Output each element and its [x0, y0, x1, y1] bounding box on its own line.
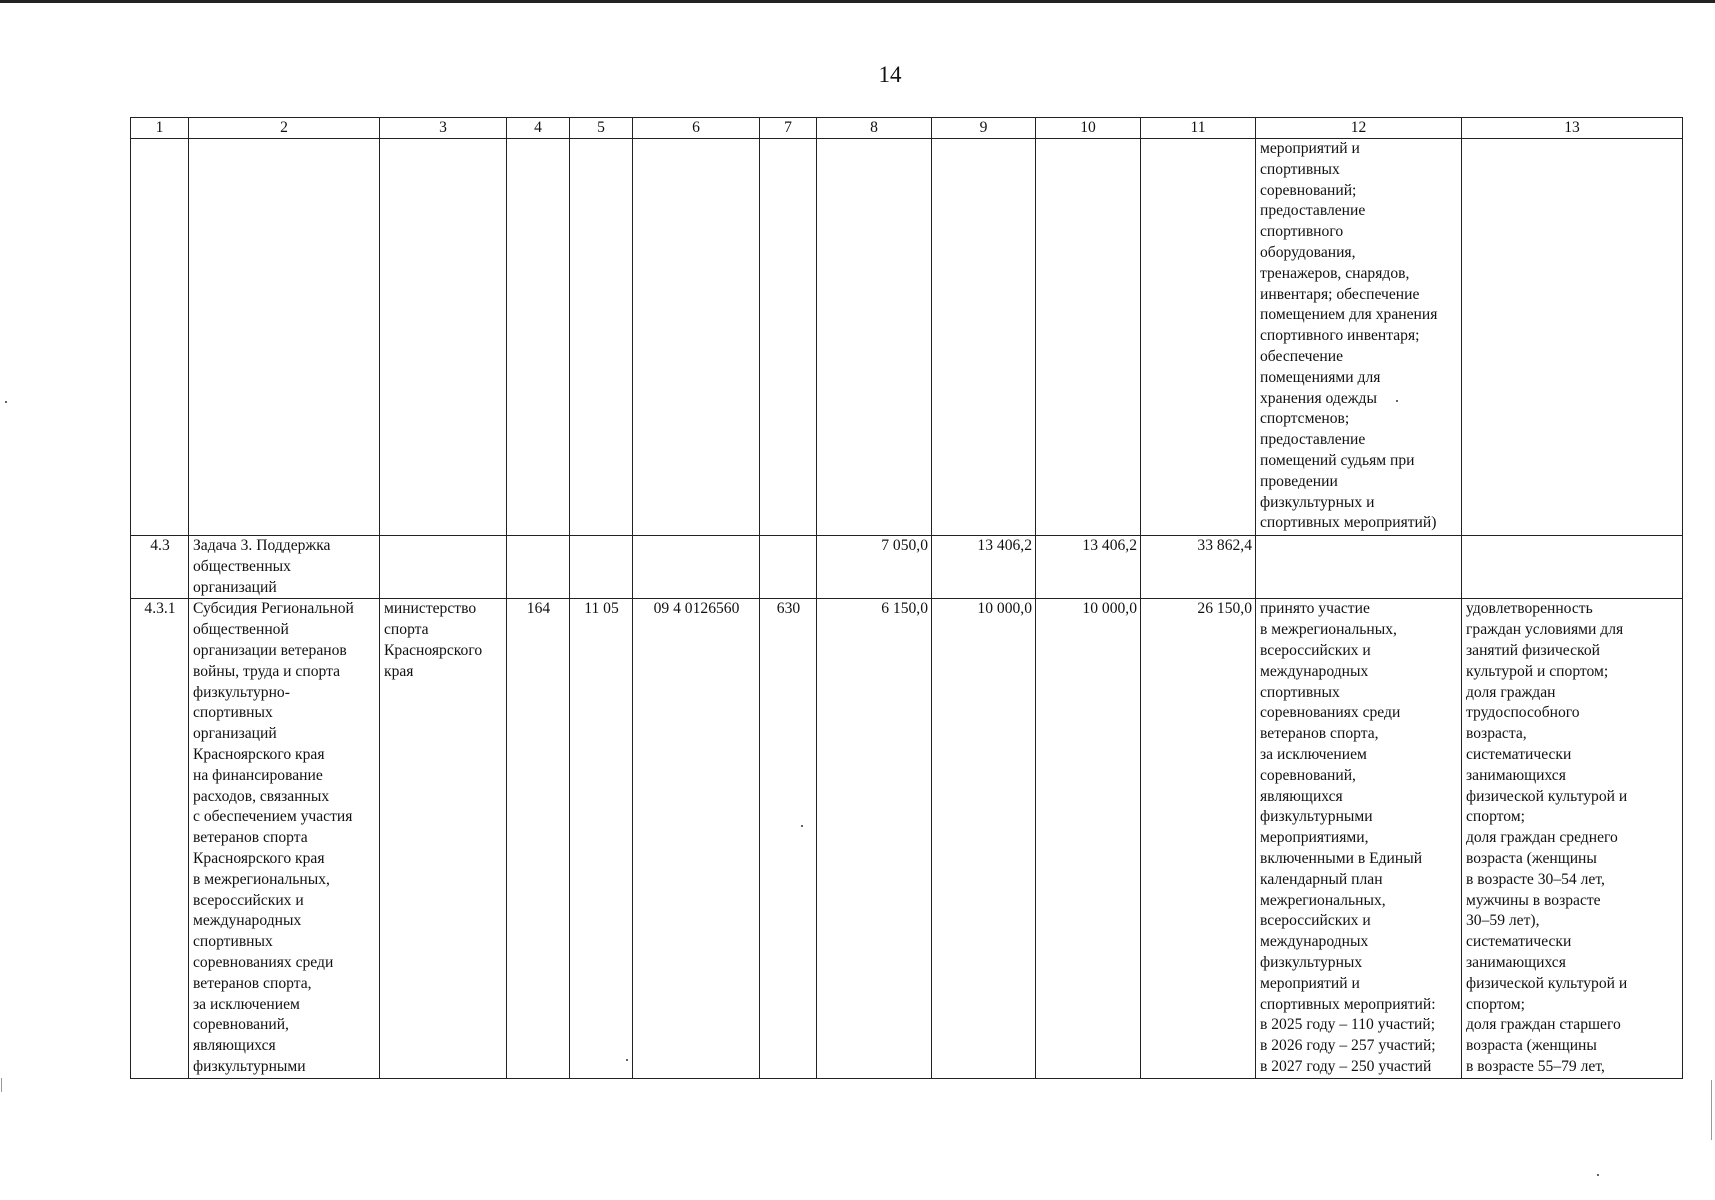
scan-speck: [1597, 1174, 1599, 1176]
cell-code-section: 11 05: [570, 599, 633, 1078]
cell-amount-year1: 7 050,0: [817, 536, 932, 599]
column-number: 3: [380, 118, 507, 139]
cell-code-grbs: [507, 536, 570, 599]
cell-item-name: Задача 3. Поддержка общественных организаций: [189, 536, 380, 599]
column-number: 7: [760, 118, 817, 139]
column-number: 10: [1036, 118, 1141, 139]
column-number: 12: [1256, 118, 1462, 139]
cell-code-target: 09 4 0126560: [633, 599, 760, 1078]
column-number: 1: [131, 118, 189, 139]
cell-expected-result: принято участие в межрегиональных, всероссийских и международных спортивных соревнованиях среди ветеранов спорта, за исключением соревнований, являющихся физкультурными мероприятиями, включенными в Единый календарный план межрегиональных, всероссийских и международных физкультурных мероприятий и спортивных мероприятий: в 2025 году – 110 участий; в 2026 году – 257 участий; в 2027 году – 250 участий: [1256, 599, 1462, 1078]
cell-item-number: 4.3.1: [131, 599, 189, 1078]
column-number: 6: [633, 118, 760, 139]
cell-code-expense-type: [760, 139, 817, 536]
cell-code-target: [633, 536, 760, 599]
cell-item-number: [131, 139, 189, 536]
cell-amount-year3: 13 406,2: [1036, 536, 1141, 599]
cell-code-expense-type: 630: [760, 599, 817, 1078]
scan-margin-mark: [1, 1078, 2, 1092]
page-number: 14: [878, 62, 902, 87]
page-top-border: [0, 0, 1715, 3]
cell-responsible: [380, 139, 507, 536]
table-row-task-4-3: [131, 536, 1683, 599]
cell-amount-year2: 10 000,0: [932, 599, 1036, 1078]
column-number: 5: [570, 118, 633, 139]
cell-indicators: удовлетворенность граждан условиями для занятий физической культурой и спортом; доля граждан трудоспособного возраста, систематически занимающихся физической культурой и спортом; доля граждан среднего возраста (женщины в возрасте 30–54 лет, мужчины в возрасте 30–59 лет), систематически занимающихся физической культурой и спортом; доля граждан старшего возраста (женщины в возрасте 55–79 лет,: [1462, 599, 1683, 1078]
table-row-continuation: [131, 139, 1683, 536]
column-number: 9: [932, 118, 1036, 139]
cell-code-section: [570, 536, 633, 599]
cell-expected-result: мероприятий и спортивных соревнований; предоставление спортивного оборудования, тренажеров, снарядов, инвентаря; обеспечение помещением для хранения спортивного инвентаря; обеспечение помещениями для хранения одежды спортсменов; предоставление помещений судьям при проведении физкультурных и спортивных мероприятий): [1256, 139, 1462, 536]
cell-code-section: [570, 139, 633, 536]
cell-item-number: 4.3: [131, 536, 189, 599]
cell-amount-year1: [817, 139, 932, 536]
cell-responsible: министерство спорта Красноярского края: [380, 599, 507, 1078]
cell-code-expense-type: [760, 536, 817, 599]
column-number: 4: [507, 118, 570, 139]
column-number: 11: [1141, 118, 1256, 139]
scan-speck: [801, 825, 803, 827]
cell-expected-result: [1256, 536, 1462, 599]
cell-amount-total: [1141, 139, 1256, 536]
cell-indicators: [1462, 139, 1683, 536]
cell-responsible: [380, 536, 507, 599]
cell-amount-year3: 10 000,0: [1036, 599, 1141, 1078]
table-row-item-4-3-1: [131, 599, 1683, 1078]
cell-amount-year2: 13 406,2: [932, 536, 1036, 599]
scan-speck: [626, 1059, 628, 1061]
cell-code-grbs: 164: [507, 599, 570, 1078]
scan-speck: [5, 401, 7, 403]
cell-amount-year1: 6 150,0: [817, 599, 932, 1078]
column-number: 8: [817, 118, 932, 139]
cell-amount-total: 26 150,0: [1141, 599, 1256, 1078]
column-number: 2: [189, 118, 380, 139]
column-number-row: [131, 118, 1683, 139]
cell-amount-year2: [932, 139, 1036, 536]
cell-indicators: [1462, 536, 1683, 599]
cell-item-name: Субсидия Региональной общественной организации ветеранов войны, труда и спорта физкультурно- спортивных организаций Красноярского края на финансирование расходов, связанных с обеспечением участия ветеранов спорта Красноярского края в межрегиональных, всероссийских и международных спортивных соревнованиях среди ветеранов спорта, за исключением соревнований, являющихся физкультурными: [189, 599, 380, 1078]
program-table: [130, 117, 1683, 1079]
scan-margin-mark: [1711, 1080, 1712, 1140]
column-number: 13: [1462, 118, 1683, 139]
cell-amount-total: 33 862,4: [1141, 536, 1256, 599]
cell-amount-year3: [1036, 139, 1141, 536]
cell-code-target: [633, 139, 760, 536]
cell-code-grbs: [507, 139, 570, 536]
cell-item-name: [189, 139, 380, 536]
scan-speck: [1396, 400, 1398, 402]
